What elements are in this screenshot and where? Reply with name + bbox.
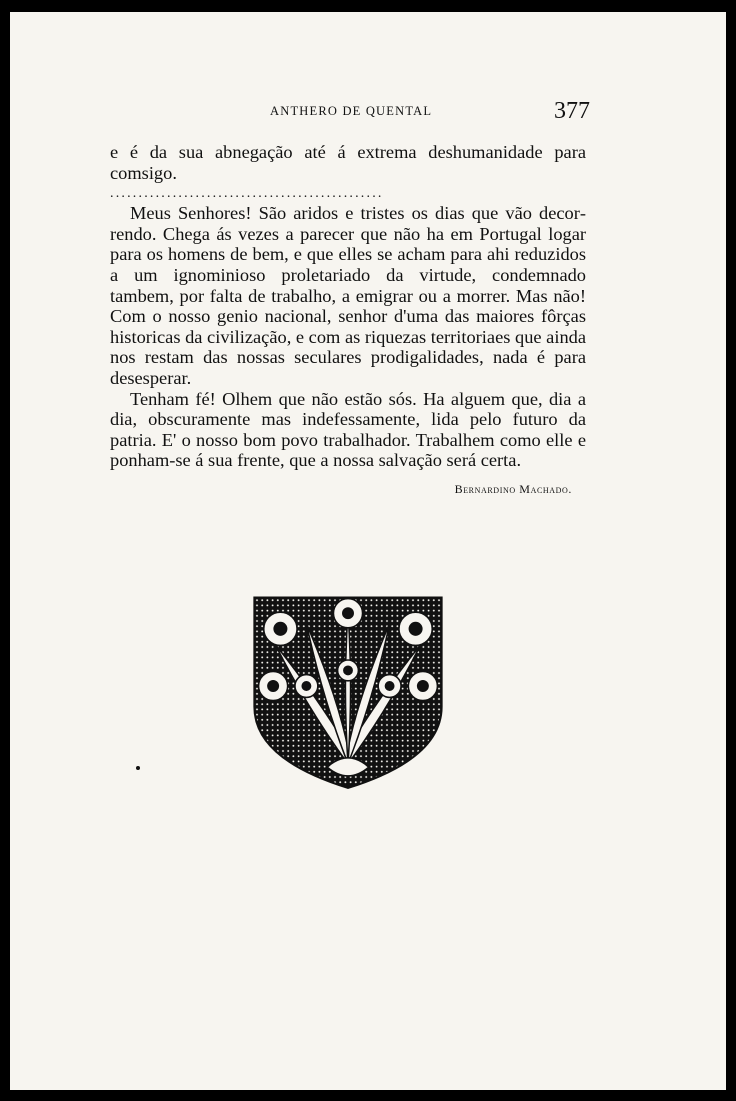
author-signature: Bernardino Machado. <box>454 481 572 496</box>
paragraph-meus-senhores: Meus Senhores! São aridos e tristes os dias que vão decorrendo. Chega ás vezes a parecer que não ha em Portugal logar para os homens de bem, e que elles se acham para ahi reduzidos a um ignominioso proletariado da virtude, condemnado tambem, por falta de trabalho, a emigrar ou a morrer. Mas não! Com o nosso genio nacional, senhor d'uma das maiores fôrças historicas da civilização, e com as riquezas territoriaes que ainda nos restam das nossas seculares prodigalidades, nada é para desesperar. <box>110 203 586 388</box>
ellipsis-dotted-line: ................................................ <box>110 187 384 202</box>
running-title: ANTHERO DE QUENTAL <box>270 104 433 118</box>
paragraph-tenham-fe: Tenham fé! Olhem que não estão sós. Ha alguem que, dia a dia, obscuramente mas indefessamente, lida pelo futuro da patria. E' o nosso bom povo trabalhador. Trabalhem como elle e ponham-se á sua frente, que a nossa salvação será certa. <box>110 388 586 471</box>
body-text <box>110 142 586 500</box>
page-number: 377 <box>554 98 590 124</box>
floral-tailpiece-ornament-icon <box>244 582 452 790</box>
paragraph-continuation: e é da sua abnegação até á extrema deshumanidade para comsigo. <box>110 142 586 183</box>
book-page <box>10 12 726 1090</box>
ink-speck <box>136 766 140 770</box>
running-header <box>110 100 598 130</box>
